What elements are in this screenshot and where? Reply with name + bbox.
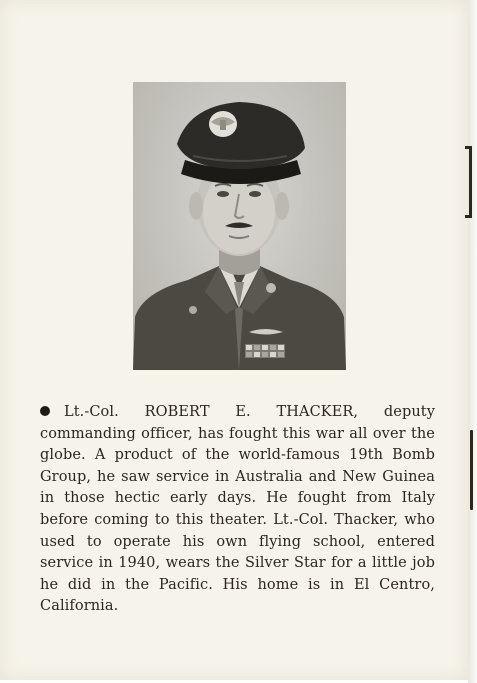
officer-rank: Lt.-Col. [64, 404, 119, 420]
page-edge [468, 0, 477, 683]
officer-biography [40, 402, 435, 618]
bullet-icon [40, 406, 50, 416]
binding-staple-bottom [470, 430, 473, 510]
biography-text: deputy commanding officer, has fought this war all over the globe. A product of the world-famous 19th Bomb Group, he saw service in Australia and New Guinea in those hectic early days. He fought from Italy before coming to this theater. Lt.-Col. Thacker, who used to operate his own flying school, entered service in 1940, wears the Silver Star for a little job he did in the Pacific. His home is in El Centro, California. [40, 404, 435, 615]
binding-staple-top [469, 146, 472, 218]
portrait-illustration [133, 82, 346, 370]
officer-name: ROBERT E. THACKER, [144, 404, 359, 420]
officer-portrait-photo [133, 82, 346, 370]
